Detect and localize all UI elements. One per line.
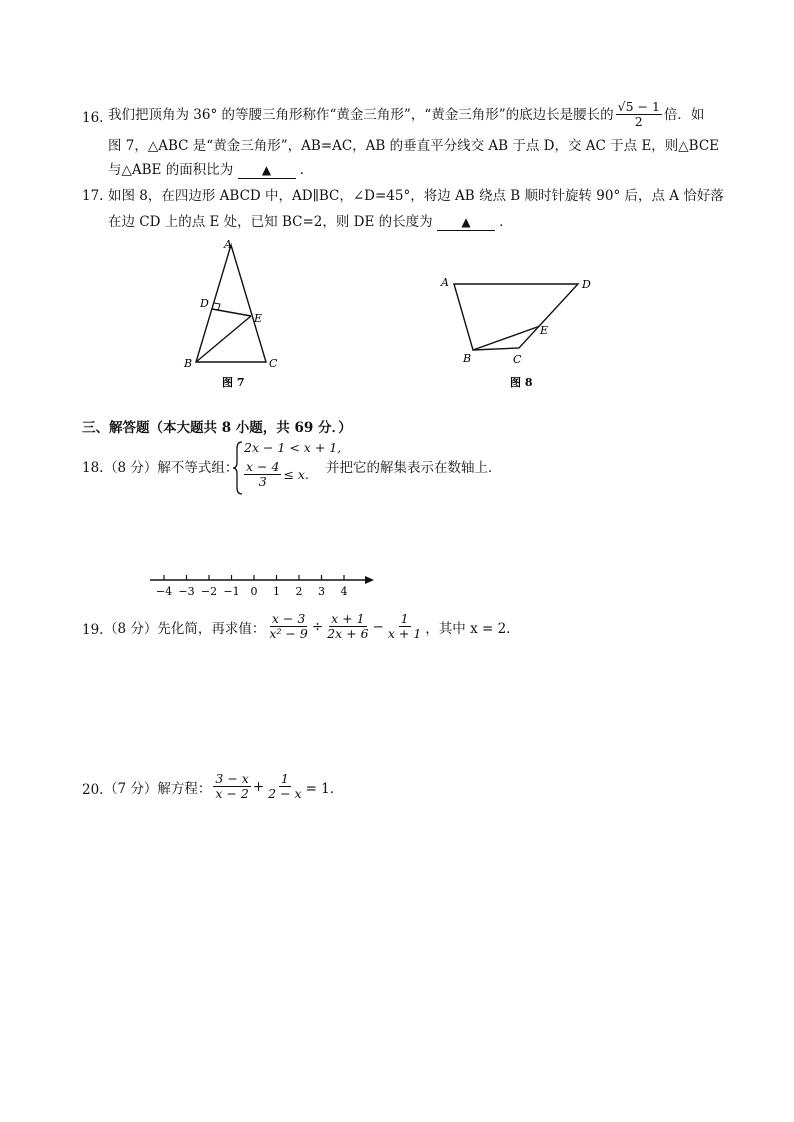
axis-tick-label: 4 xyxy=(340,585,348,598)
q19-tail: ，其中 x = 2． xyxy=(425,620,520,637)
q17-line2-end: ． xyxy=(499,214,513,230)
axis-tick-label: −2 xyxy=(200,585,218,598)
number-line xyxy=(146,570,378,600)
fig8-label-a: A xyxy=(441,276,449,289)
q20-fraction-2-numerator: 1 xyxy=(280,771,289,786)
q16-line1-end: 倍．如 xyxy=(663,106,705,123)
axis-tick-label: 0 xyxy=(250,585,258,598)
axis-tick-label: −4 xyxy=(155,585,173,598)
q18-fraction-denominator: 3 xyxy=(258,474,267,489)
q17-line2-text: 在边 CD 上的点 E 处，已知 BC=2，则 DE 的长度为 xyxy=(108,214,433,230)
fig7-label-a: A xyxy=(224,238,232,251)
fig8-label-b: B xyxy=(463,352,472,365)
q19-operator-minus: − xyxy=(372,618,384,635)
q19-fraction-3-denominator: x + 1 xyxy=(387,626,422,641)
q18-inequality-1: 2x − 1 < x + 1, xyxy=(244,440,342,455)
q16-fraction-denominator: 2 xyxy=(634,114,643,129)
q20-fraction-2-denominator: 2 − x xyxy=(268,786,302,801)
q16-line3 xyxy=(108,160,313,180)
q20-tail: = 1． xyxy=(305,780,344,797)
q20-fraction-1 xyxy=(213,772,250,801)
axis-tick-label: 2 xyxy=(295,585,303,598)
q20-fraction-2 xyxy=(266,772,303,801)
fig7-label-e: E xyxy=(254,312,263,325)
q18-prefix: （8 分）解不等式组： xyxy=(104,460,239,476)
q17-line1: 如图 8，在四边形 ABCD 中，AD∥BC，∠D=45°，将边 AB 绕点 B 顺时针旋转 90° 后，点 A 恰好落 xyxy=(108,188,724,204)
q16-line1-text: 我们把顶角为 36° 的等腰三角形称作“黄金三角形”，“黄金三角形”的底边长是腰长的 xyxy=(108,106,614,123)
q19-fraction-1-numerator: x − 3 xyxy=(271,611,306,626)
q19-operator-divide: ÷ xyxy=(311,618,324,635)
q18-inequality-2 xyxy=(242,460,309,489)
q16-line3-end: ． xyxy=(299,162,314,178)
q19-fraction-2-numerator: x + 1 xyxy=(331,611,365,626)
q20-number: 20. xyxy=(82,782,104,798)
q20-expression xyxy=(104,772,343,801)
triangle-icon: ▲ xyxy=(461,215,471,229)
axis-tick-label: −1 xyxy=(223,585,240,598)
q18-inequality-2-rest: ≤ x. xyxy=(283,467,309,482)
q19-fraction-3 xyxy=(386,612,423,641)
q19-number: 19. xyxy=(82,622,104,638)
q16-line2: 图 7，△ABC 是“黄金三角形”，AB=AC，AB 的垂直平分线交 AB 于点 D，交 AC 于点 E，则△BCE xyxy=(108,138,720,154)
fig7-label-c: C xyxy=(269,357,278,370)
quadrilateral-abcd xyxy=(454,284,578,350)
q20-fraction-1-numerator: 3 − x xyxy=(215,771,249,786)
q19-expression xyxy=(104,612,520,641)
axis-tick-label: −3 xyxy=(178,585,195,598)
q18-tail: 并把它的解集表示在数轴上． xyxy=(326,460,502,476)
q18-fraction xyxy=(244,460,281,489)
fig8-label-c: C xyxy=(513,353,522,366)
q19-fraction-3-numerator: 1 xyxy=(400,611,409,626)
q16-line3-text: 与△ABE 的面积比为 xyxy=(108,162,234,178)
arrow-right-icon xyxy=(365,576,374,584)
section-title: 三、解答题（本大题共 8 小题，共 69 分．） xyxy=(82,420,352,436)
q16-fraction xyxy=(616,100,662,129)
fig7-label-d: D xyxy=(200,297,209,310)
q17-answer-blank xyxy=(437,214,495,231)
q20-operator-plus: + xyxy=(252,778,265,795)
q16-number: 16. xyxy=(82,110,104,126)
fig7-label-b: B xyxy=(184,357,193,370)
q20-prefix: （7 分）解方程： xyxy=(104,780,212,797)
q19-fraction-1 xyxy=(267,612,309,641)
figure-8 xyxy=(432,268,602,392)
q17-line2 xyxy=(108,212,513,232)
axis-tick-label: 3 xyxy=(318,585,325,598)
q16-fraction-numerator: √5 − 1 xyxy=(617,99,660,114)
q17-number: 17. xyxy=(82,188,104,204)
fig8-label-e: E xyxy=(540,324,549,337)
q19-fraction-1-denominator: x² − 9 xyxy=(269,626,308,641)
triangle-icon: ▲ xyxy=(261,163,272,177)
q18-fraction-numerator: x − 4 xyxy=(246,459,280,474)
fig8-caption: 图 8 xyxy=(510,376,533,389)
q19-fraction-2 xyxy=(325,612,370,641)
q20-fraction-1-denominator: x − 2 xyxy=(215,786,249,801)
q18-number: 18. xyxy=(82,460,104,476)
segment-be xyxy=(473,326,540,350)
q16-line1 xyxy=(108,100,704,129)
q16-answer-blank xyxy=(238,162,296,179)
q19-fraction-2-denominator: 2x + 6 xyxy=(327,626,369,641)
segment-be xyxy=(196,316,251,362)
figure-7 xyxy=(170,236,300,396)
axis-tick-label: 1 xyxy=(273,585,280,598)
fig7-caption: 图 7 xyxy=(222,376,245,389)
fig8-label-d: D xyxy=(582,278,591,291)
q19-prefix: （8 分）先化简，再求值： xyxy=(104,620,266,637)
